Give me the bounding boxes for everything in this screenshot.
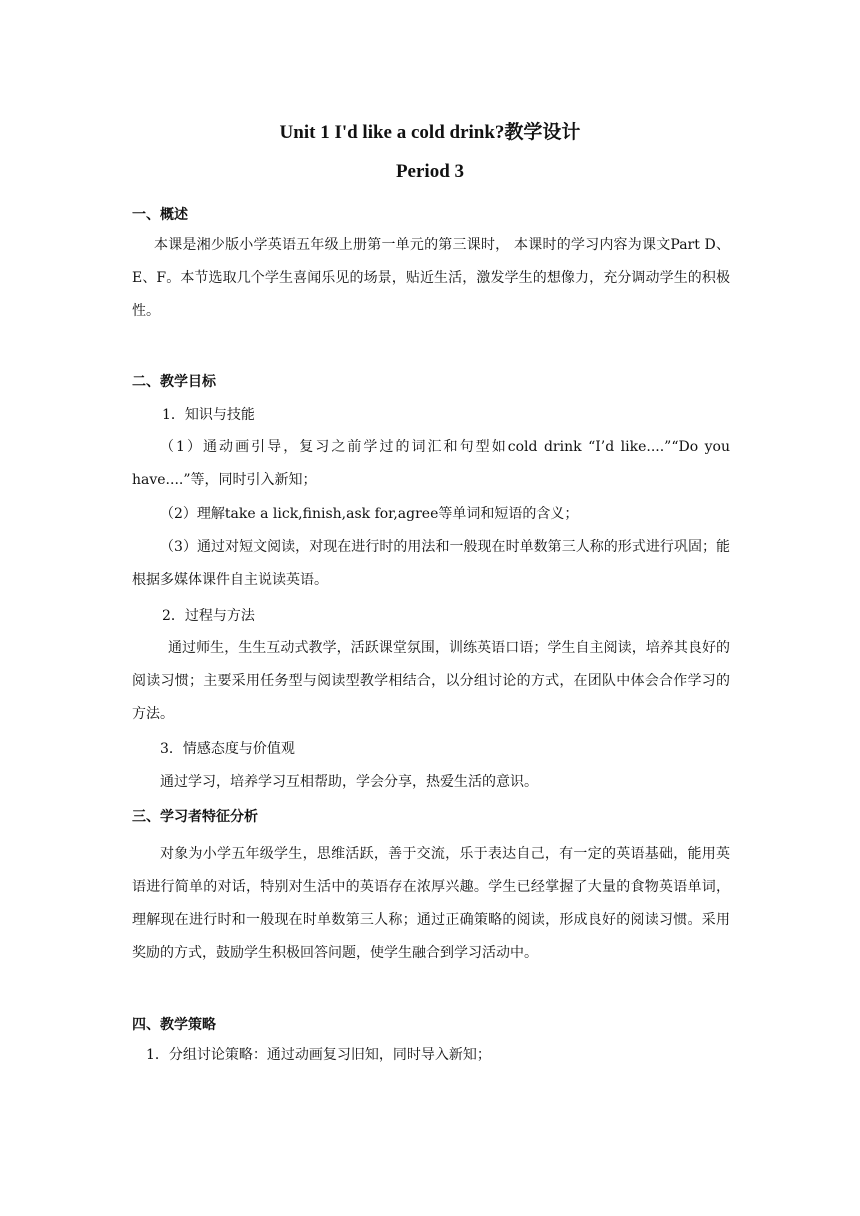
objective-method-heading: 2．过程与方法 (162, 608, 255, 624)
objective-attitude-heading: 3．情感态度与价值观 (160, 741, 295, 757)
objective-item-2: （2）理解take a lick,finish,ask for,agree等单词和短语的含义； (160, 506, 579, 522)
section-learner-heading: 三、学习者特征分析 (132, 809, 258, 825)
objective-attitude-paragraph: 通过学习，培养学习互相帮助，学会分享，热爱生活的意识。 (160, 774, 538, 790)
document-title: Unit 1 I'd like a cold drink?教学设计 (279, 122, 581, 143)
section-overview-paragraph: 本课是湘少版小学英语五年级上册第一单元的第三课时， 本课时的学习内容为课文Part D、E、F。本节选取几个学生喜闻乐见的场景，贴近生活，激发学生的想像力，充分调动学生的积极性。 (132, 237, 730, 319)
strategy-item-1: 1．分组讨论策略：通过动画复习旧知，同时导入新知； (146, 1047, 491, 1063)
period-title: Period 3 (395, 161, 465, 182)
objective-knowledge-heading: 1．知识与技能 (162, 407, 255, 423)
objective-method-paragraph: 通过师生，生生互动式教学，活跃课堂氛围，训练英语口语；学生自主阅读，培养其良好的阅读习惯；主要采用任务型与阅读型教学相结合，以分组讨论的方式，在团队中体会合作学习的方法。 (132, 640, 730, 722)
section-objectives-heading: 二、教学目标 (132, 374, 216, 390)
objective-item-3: （3）通过对短文阅读，对现在进行时的用法和一般现在时单数第三人称的形式进行巩固；能根据多媒体课件自主说读英语。 (132, 539, 730, 588)
section-overview-heading: 一、概述 (132, 207, 188, 223)
objective-item-1: （1）通动画引导，复习之前学过的词汇和句型如cold drink “I’d like....”“Do you have....”等，同时引入新知； (132, 439, 730, 488)
section-learner-paragraph: 对象为小学五年级学生，思维活跃，善于交流，乐于表达自己，有一定的英语基础，能用英语进行简单的对话，特别对生活中的英语存在浓厚兴趣。学生已经掌握了大量的食物英语单词，理解现在进行时和一般现在时单数第三人称；通过正确策略的阅读，形成良好的阅读习惯。采用奖励的方式，鼓励学生积极回答问题，使学生融合到学习活动中。 (132, 846, 730, 961)
section-strategy-heading: 四、教学策略 (132, 1017, 216, 1033)
